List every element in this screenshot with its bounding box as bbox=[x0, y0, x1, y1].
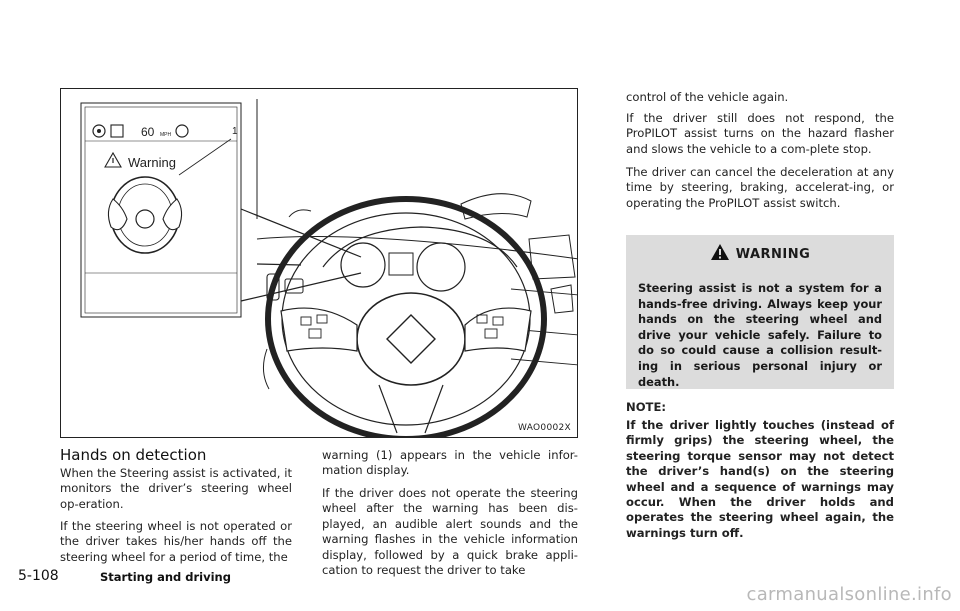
display-speed-unit: MPH bbox=[160, 132, 172, 138]
callout-number: 1 bbox=[232, 126, 238, 137]
display-speed: 60 bbox=[141, 125, 155, 139]
warning-header bbox=[626, 243, 894, 265]
right-paragraph-3: The driver can cancel the deceleration at any time by steering, braking, accelerat-ing, or operating the ProPILOT assist switch. bbox=[626, 165, 894, 210]
middle-paragraph-2: If the driver does not operate the steering wheel after the warning has been dis-played, an audible alert sounds and the warning flashes in the vehicle information display, followed by a quick brake appli-cation to request the driver to take bbox=[322, 486, 578, 578]
page-number: 5-108 bbox=[18, 568, 59, 584]
warning-box bbox=[626, 235, 894, 389]
display-warning-text: Warning bbox=[128, 155, 176, 170]
note-text: If the driver lightly touches (instead of firmly grips) the steering wheel, the steering torque sensor may not detect the driver’s hand(s) on the steering wheel and a sequence of warnings may occur. When the driver holds and operates the steering wheel again, the warnings turn off. bbox=[626, 418, 894, 540]
warning-title: WARNING bbox=[735, 247, 811, 262]
watermark[interactable]: carmanualsonline.info bbox=[746, 584, 952, 605]
right-paragraph-2: If the driver still does not respond, the ProPILOT assist turns on the hazard flasher and slows the vehicle to a com-plete stop. bbox=[626, 111, 894, 156]
left-paragraph-2: If the steering wheel is not operated or the driver takes his/her hands off the steering wheel for a period of time, the bbox=[60, 519, 292, 564]
warning-triangle-icon bbox=[710, 243, 730, 265]
left-paragraph-1: When the Steering assist is activated, it monitors the driver’s steering wheel op-eration. bbox=[60, 466, 292, 511]
figure-code: WAO0002X bbox=[518, 423, 571, 433]
note-label: NOTE: bbox=[626, 400, 667, 414]
footer-section-title: Starting and driving bbox=[100, 570, 231, 584]
section-heading: Hands on detection bbox=[60, 446, 207, 464]
right-paragraph-1: control of the vehicle again. bbox=[626, 90, 789, 104]
steering-wheel-illustration bbox=[60, 88, 578, 438]
warning-text: Steering assist is not a system for a hands-free driving. Always keep your hands on the steering wheel and drive your vehicle safely. Failure to do so could cause a collision result-ing in serious personal injury or death. bbox=[638, 281, 882, 389]
middle-paragraph-1: warning (1) appears in the vehicle infor-mation display. bbox=[322, 448, 578, 478]
illustration-drawing bbox=[61, 89, 578, 438]
